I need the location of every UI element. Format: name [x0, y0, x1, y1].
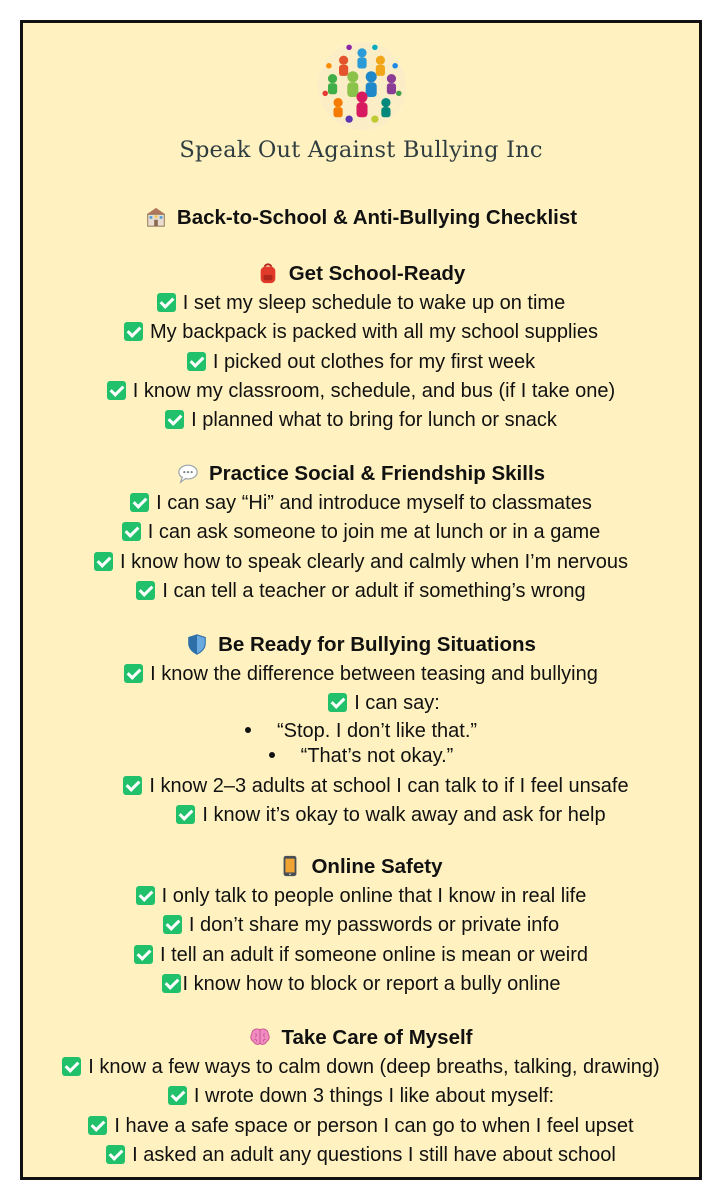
shield-icon	[186, 633, 208, 655]
list-item: I tell an adult if someone online is mean or weird	[23, 941, 699, 970]
school-icon	[145, 206, 167, 228]
check-icon	[88, 1116, 107, 1135]
phrase-item: “That’s not okay.”	[23, 744, 699, 772]
check-icon	[136, 581, 155, 600]
list-item: I planned what to bring for lunch or snack	[23, 406, 699, 435]
section-get-school-ready	[23, 259, 699, 435]
list-item: I picked out clothes for my first week	[23, 348, 699, 377]
checklist-page	[20, 20, 702, 1180]
check-icon	[165, 410, 184, 429]
check-icon	[162, 974, 181, 993]
section-take-care	[23, 1023, 699, 1170]
section-title: Be Ready for Bullying Situations	[23, 630, 699, 660]
list-item: I know a few ways to calm down (deep breaths, talking, drawing)	[23, 1053, 699, 1082]
check-icon	[124, 664, 143, 683]
section-title: Practice Social & Friendship Skills	[23, 459, 699, 489]
check-icon	[168, 1086, 187, 1105]
check-icon	[130, 493, 149, 512]
check-icon	[106, 1145, 125, 1164]
list-item: I can say “Hi” and introduce myself to classmates	[23, 489, 699, 518]
list-item: I can tell a teacher or adult if something’s wrong	[23, 577, 699, 606]
section-title: Get School-Ready	[23, 259, 699, 289]
check-icon	[107, 381, 126, 400]
check-icon	[122, 522, 141, 541]
list-item: My backpack is packed with all my school supplies	[23, 318, 699, 347]
list-item: I know the difference between teasing and bullying	[23, 660, 699, 689]
list-item: I know 2–3 adults at school I can talk to if I feel unsafe	[23, 772, 699, 801]
list-item: I can ask someone to join me at lunch or in a game	[23, 518, 699, 547]
check-icon	[123, 776, 142, 795]
check-icon	[134, 945, 153, 964]
bullet-icon	[269, 752, 275, 758]
section-title: Take Care of Myself	[23, 1023, 699, 1053]
list-item: I set my sleep schedule to wake up on time	[23, 289, 699, 318]
mobile-phone-icon	[279, 855, 301, 877]
list-item: I don’t share my passwords or private info	[23, 911, 699, 940]
phrase-item: “Stop. I don’t like that.”	[23, 719, 699, 744]
check-icon	[187, 352, 206, 371]
list-item: I know how to speak clearly and calmly when I’m nervous	[23, 548, 699, 577]
backpack-icon	[257, 262, 279, 284]
list-item: I only talk to people online that I know in real life	[23, 882, 699, 911]
organization-logo	[316, 40, 408, 132]
list-item: I asked an adult any questions I still have about school	[23, 1141, 699, 1170]
check-icon	[136, 886, 155, 905]
list-item: I know it’s okay to walk away and ask for help	[23, 801, 699, 830]
section-bullying-situations	[23, 630, 699, 830]
list-item: I know how to block or report a bully online	[23, 970, 699, 999]
list-item: I know my classroom, schedule, and bus (if I take one)	[23, 377, 699, 406]
check-icon	[94, 552, 113, 571]
check-icon	[124, 322, 143, 341]
brain-icon	[249, 1026, 271, 1048]
section-social-skills	[23, 459, 699, 606]
check-icon	[62, 1057, 81, 1076]
section-title: Online Safety	[23, 852, 699, 882]
checklist-title	[23, 206, 699, 230]
section-online-safety	[23, 852, 699, 999]
check-icon	[176, 805, 195, 824]
bullet-icon	[245, 727, 251, 733]
organization-name: Speak Out Against Bullying Inc	[179, 137, 543, 163]
checklist-title-text: Back-to-School & Anti-Bullying Checklist	[176, 206, 578, 229]
list-item: I have a safe space or person I can go to when I feel upset	[23, 1112, 699, 1141]
list-item: I wrote down 3 things I like about myself:	[23, 1082, 699, 1111]
check-icon	[328, 693, 347, 712]
list-item: I can say:	[23, 689, 699, 718]
check-icon	[157, 293, 176, 312]
speech-bubble-icon	[177, 462, 199, 484]
check-icon	[163, 915, 182, 934]
